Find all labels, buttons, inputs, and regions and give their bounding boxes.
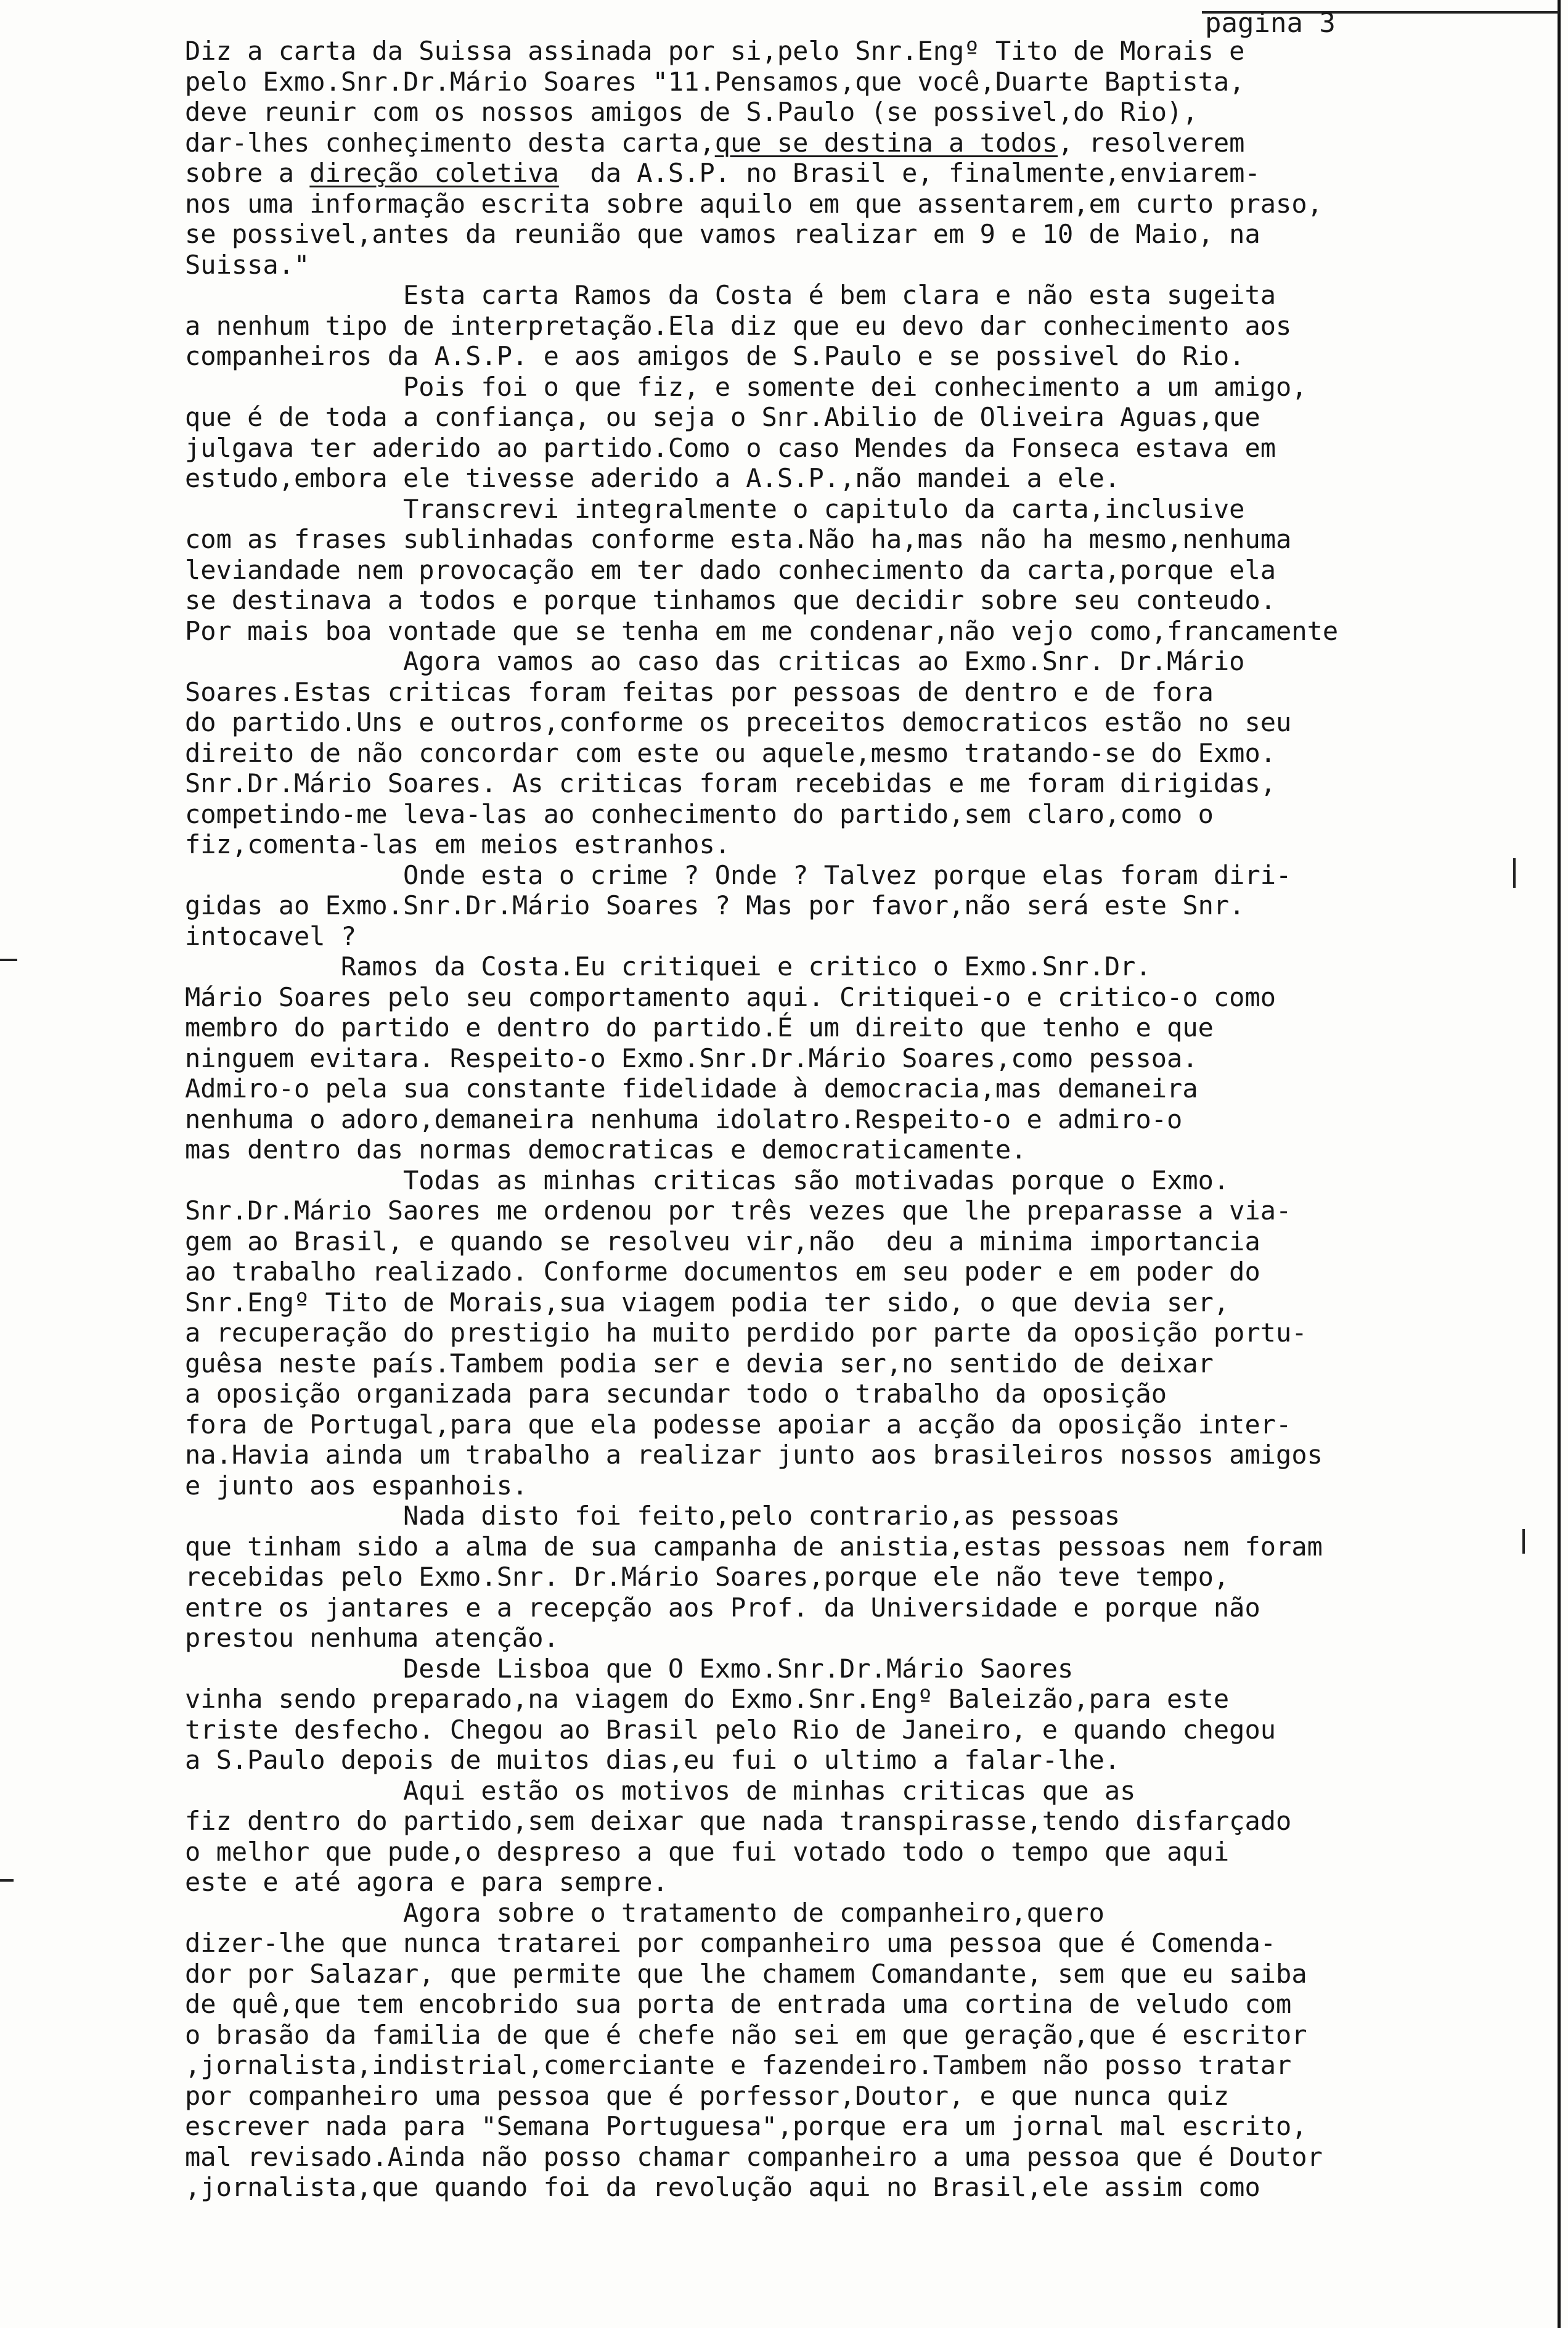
text-line [185,158,1529,189]
text-line: companheiros da A.S.P. e aos amigos de S.Paulo e se possivel do Rio. [185,341,1245,371]
text-line: do partido.Uns e outros,conforme os preceitos democraticos estão no seu [185,707,1292,737]
text-line: Pois foi o que fiz, e somente dei conhecimento a um amigo, [185,371,1307,402]
letter-body [185,36,1529,2203]
text-line: ninguem evitara. Respeito-o Exmo.Snr.Dr.Mário Soares,como pessoa. [185,1043,1198,1073]
text-line: fiz dentro do partido,sem deixar que nada transpirasse,tendo disfarçado [185,1806,1292,1836]
text-line: se possivel,antes da reunião que vamos realizar em 9 e 10 de Maio, na [185,219,1260,249]
text-line: fora de Portugal,para que ela podesse apoiar a acção da oposição inter- [185,1409,1292,1440]
text-line: na.Havia ainda um trabalho a realizar junto aos brasileiros nossos amigos [185,1440,1323,1470]
text-line: recebidas pelo Exmo.Snr. Dr.Mário Soares,porque ele não teve tempo, [185,1562,1230,1592]
text-line: intocavel ? [185,920,357,951]
margin-tick-mark [0,1879,14,1882]
text-line: mal revisado.Ainda não posso chamar companheiro a uma pessoa que é Doutor [185,2141,1323,2172]
text-line: fiz,comenta-las em meios estranhos. [185,829,731,859]
text-line: Esta carta Ramos da Costa é bem clara e não esta sugeita [185,280,1276,310]
text-line: prestou nenhuma atenção. [185,1623,559,1653]
text-line: ao trabalho realizado. Conforme documentos em seu poder e em poder do [185,1256,1260,1287]
text-line: Ramos da Costa.Eu critiquei e critico o Exmo.Snr.Dr. [185,951,1151,982]
text-line: que tinham sido a alma de sua campanha de anistia,estas pessoas nem foram [185,1531,1323,1562]
text-line: entre os jantares e a recepção aos Prof. da Universidade e porque não [185,1592,1260,1623]
text-line: Snr.Engº Tito de Morais,sua viagem podia ter sido, o que devia ser, [185,1287,1230,1318]
text-line: Aqui estão os motivos de minhas criticas que as [185,1775,1136,1806]
text-line: vinha sendo preparado,na viagem do Exmo.Snr.Engº Baleizão,para este [185,1684,1230,1714]
text-line: nenhuma o adoro,demaneira nenhuma idolatro.Respeito-o e admiro-o [185,1104,1183,1134]
text-line: Diz a carta da Suissa assinada por si,pelo Snr.Engº Tito de Morais e [185,36,1245,66]
text-line: membro do partido e dentro do partido.É um direito que tenho e que [185,1012,1214,1043]
text-line: de quê,que tem encobrido sua porta de entrada uma cortina de veludo com [185,1989,1292,2019]
line-segment: sobre a [185,158,310,188]
text-line: mas dentro das normas democraticas e democraticamente. [185,1134,1027,1165]
text-line: ,jornalista,indistrial,comerciante e fazendeiro.Tambem não posso tratar [185,2050,1292,2080]
text-line: que é de toda a confiança, ou seja o Snr.Abilio de Oliveira Aguas,que [185,402,1260,432]
text-line: estudo,embora ele tivesse aderido a A.S.P.,não mandei a ele. [185,463,1121,493]
line-segment: , resolverem [1058,127,1245,158]
text-line: gidas ao Exmo.Snr.Dr.Mário Soares ? Mas por favor,não será este Snr. [185,890,1245,920]
text-line: dizer-lhe que nunca tratarei por companheiro uma pessoa que é Comenda- [185,1928,1276,1958]
underlined-phrase: direção coletiva [309,158,559,188]
text-line: pelo Exmo.Snr.Dr.Mário Soares "11.Pensamos,que você,Duarte Baptista, [185,66,1245,97]
text-line: Nada disto foi feito,pelo contrario,as pessoas [185,1501,1121,1531]
text-line: Snr.Dr.Mário Soares. As criticas foram recebidas e me foram dirigidas, [185,768,1276,798]
text-line: direito de não concordar com este ou aquele,mesmo tratando-se do Exmo. [185,737,1276,768]
text-line: o melhor que pude,o despreso a que fui votado todo o tempo que aqui [185,1836,1230,1867]
text-line: Desde Lisboa que O Exmo.Snr.Dr.Mário Saores [185,1653,1074,1684]
text-line: dor por Salazar, que permite que lhe chamem Comandante, sem que eu saiba [185,1958,1307,1989]
text-line: Todas as minhas criticas são motivadas porque o Exmo. [185,1165,1230,1195]
text-line: leviandade nem provocação em ter dado conhecimento da carta,porque ela [185,554,1276,585]
text-line: este e até agora e para sempre. [185,1867,668,1897]
text-line: ,jornalista,que quando foi da revolução aqui no Brasil,ele assim como [185,2172,1260,2202]
line-segment: da A.S.P. no Brasil e, finalmente,enviarem- [558,158,1260,188]
text-line: Agora vamos ao caso das criticas ao Exmo.Snr. Dr.Mário [185,646,1245,676]
text-line: dar-lhes conheçimento desta carta,que se destina a todos, resolverem [185,127,1245,158]
text-line: deve reunir com os nossos amigos de S.Paulo (se possivel,do Rio), [185,97,1198,127]
text-line: Admiro-o pela sua constante fidelidade à democracia,mas demaneira [185,1073,1198,1104]
text-line: Mário Soares pelo seu comportamento aqui. Critiquei-o e critico-o como [185,982,1276,1012]
page-number: pagina 3 [1205,7,1336,39]
text-line: competindo-me leva-las ao conhecimento do partido,sem claro,como o [185,798,1214,829]
text-line: Suissa." [185,249,310,280]
page-edge-line [1558,0,1561,2328]
text-line: se destinava a todos e porque tinhamos que decidir sobre seu conteudo. [185,585,1276,615]
text-line: a S.Paulo depois de muitos dias,eu fui o ultimo a falar-lhe. [185,1745,1121,1775]
text-line: a nenhum tipo de interpretação.Ela diz que eu devo dar conhecimento aos [185,310,1292,341]
text-line: guêsa neste país.Tambem podia ser e devia ser,no sentido de deixar [185,1348,1214,1379]
margin-tick-mark [0,959,17,961]
underlined-phrase: que se destina a todos [714,127,1058,158]
text-line: a recuperação do prestigio ha muito perdido por parte da oposição portu- [185,1318,1307,1348]
text-line: escrever nada para "Semana Portuguesa",porque era um jornal mal escrito, [185,2111,1307,2141]
text-line: por companheiro uma pessoa que é porfessor,Doutor, e que nunca quiz [185,2080,1230,2111]
text-line: julgava ter aderido ao partido.Como o caso Mendes da Fonseca estava em [185,432,1276,463]
text-line: Soares.Estas criticas foram feitas por pessoas de dentro e de fora [185,676,1214,707]
text-line: gem ao Brasil, e quando se resolveu vir,não deu a minima importancia [185,1226,1260,1256]
text-line: Transcrevi integralmente o capitulo da carta,inclusive [185,493,1245,524]
text-line: o brasão da familia de que é chefe não sei em que geração,que é escritor [185,2019,1307,2050]
text-line: Por mais boa vontade que se tenha em me condenar,não vejo como,francamente [185,615,1339,646]
text-line: nos uma informação escrita sobre aquilo em que assentarem,em curto praso, [185,188,1323,219]
text-line: Onde esta o crime ? Onde ? Talvez porque elas foram diri- [185,859,1292,890]
text-line: a oposição organizada para secundar todo o trabalho da oposição [185,1379,1167,1409]
text-line: Agora sobre o tratamento de companheiro,quero [185,1897,1105,1928]
text-line: e junto aos espanhois. [185,1470,528,1501]
text-line: Snr.Dr.Mário Saores me ordenou por três vezes que lhe preparasse a via- [185,1195,1292,1226]
text-line: com as frases sublinhadas conforme esta.Não ha,mas não ha mesmo,nenhuma [185,524,1292,554]
text-line: triste desfecho. Chegou ao Brasil pelo Rio de Janeiro, e quando chegou [185,1714,1276,1745]
